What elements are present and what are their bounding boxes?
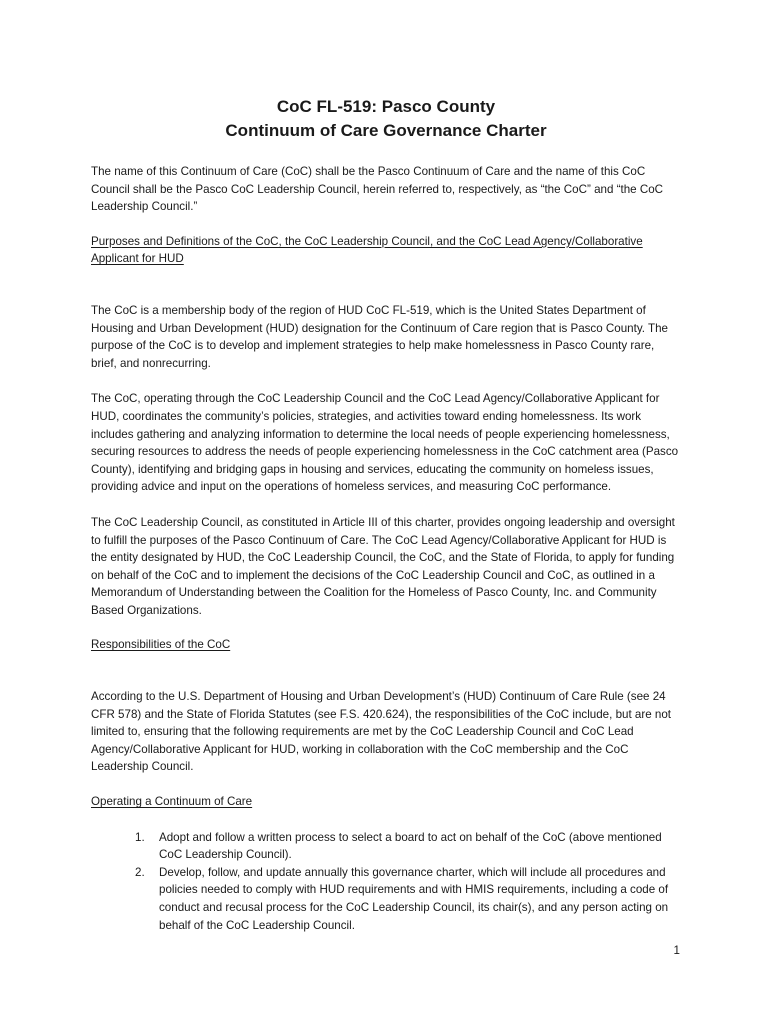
section-heading-purposes: Purposes and Definitions of the CoC, the CoC Leadership Council, and the CoC Lead Agency/Collaborative Applicant for HUD [91,234,643,266]
document-title [91,95,681,143]
title-line-1: CoC FL-519: Pasco County [276,97,496,116]
list-item-text: Develop, follow, and update annually this governance charter, which will include all procedures and policies needed to comply with HUD requirements and with HMIS requirements, including a code of conduct and recusal process for the CoC Leadership Council, its chair(s), and any person acting on behalf of the CoC Leadership Council. [159,865,669,932]
list-item-number: 1. [135,830,145,844]
list-item [91,864,681,934]
intro-paragraph: The name of this Continuum of Care (CoC) shall be the Pasco Continuum of Care and the name of this CoC Council shall be the Pasco CoC Leadership Council, herein referred to, respectively, as “the CoC” and “the CoC Leadership Council.” [91,165,664,214]
list-item-text: Adopt and follow a written process to select a board to act on behalf of the CoC (above mentioned CoC Leadership Council). [159,830,662,862]
title-line-2: Continuum of Care Governance Charter [225,121,547,140]
paragraph-leadership-council: The CoC Leadership Council, as constituted in Article III of this charter, provides ongoing leadership and oversight to fulfill the purposes of the Pasco Continuum of Care. The CoC Lead Agency/Collaborative Applicant for HUD is the entity designated by HUD, the CoC Leadership Council, the CoC, and the State of Florida, to apply for funding on behalf of the CoC and to implement the decisions of the CoC Leadership Council and CoC, as outlined in a Memorandum of Understanding between the Coalition for the Homeless of Pasco County, Inc. and Community Based Organizations. [91,515,675,617]
page-number: 1 [673,944,680,957]
paragraph-responsibilities: According to the U.S. Department of Housing and Urban Development’s (HUD) Continuum of Care Rule (see 24 CFR 578) and the State of Florida Statutes (see F.S. 420.624), the responsibilities of the CoC include, but are not limited to, ensuring that the following requirements are met by the CoC Leadership Council and CoC Lead Agency/Collaborative Applicant for HUD, working in collaboration with the CoC membership and the CoC Leadership Council. [91,690,672,774]
section-heading-operating: Operating a Continuum of Care [91,795,253,809]
list-item [91,829,681,864]
paragraph-operations: The CoC, operating through the CoC Leadership Council and the CoC Lead Agency/Collaborative Applicant for HUD, coordinates the community’s policies, strategies, and activities toward ending homelessness. Its work includes gathering and analyzing information to determine the local needs of people experiencing homelessness, securing resources to address the needs of people experiencing homelessness in the CoC catchment area (Pasco County), identifying and bridging gaps in housing and services, educating the community on homeless issues, providing advice and input on the operations of homeless services, and measuring CoC performance. [91,392,679,494]
section-heading-responsibilities: Responsibilities of the CoC [91,638,231,652]
document-page [91,95,681,934]
list-item-number: 2. [135,865,145,879]
paragraph-membership: The CoC is a membership body of the region of HUD CoC FL-519, which is the United States Department of Housing and Urban Development (HUD) designation for the Continuum of Care region that is Pasco County. The purpose of the CoC is to develop and implement strategies to help make homelessness in Pasco County rare, brief, and nonrecurring. [91,303,668,370]
requirements-list [91,829,681,935]
